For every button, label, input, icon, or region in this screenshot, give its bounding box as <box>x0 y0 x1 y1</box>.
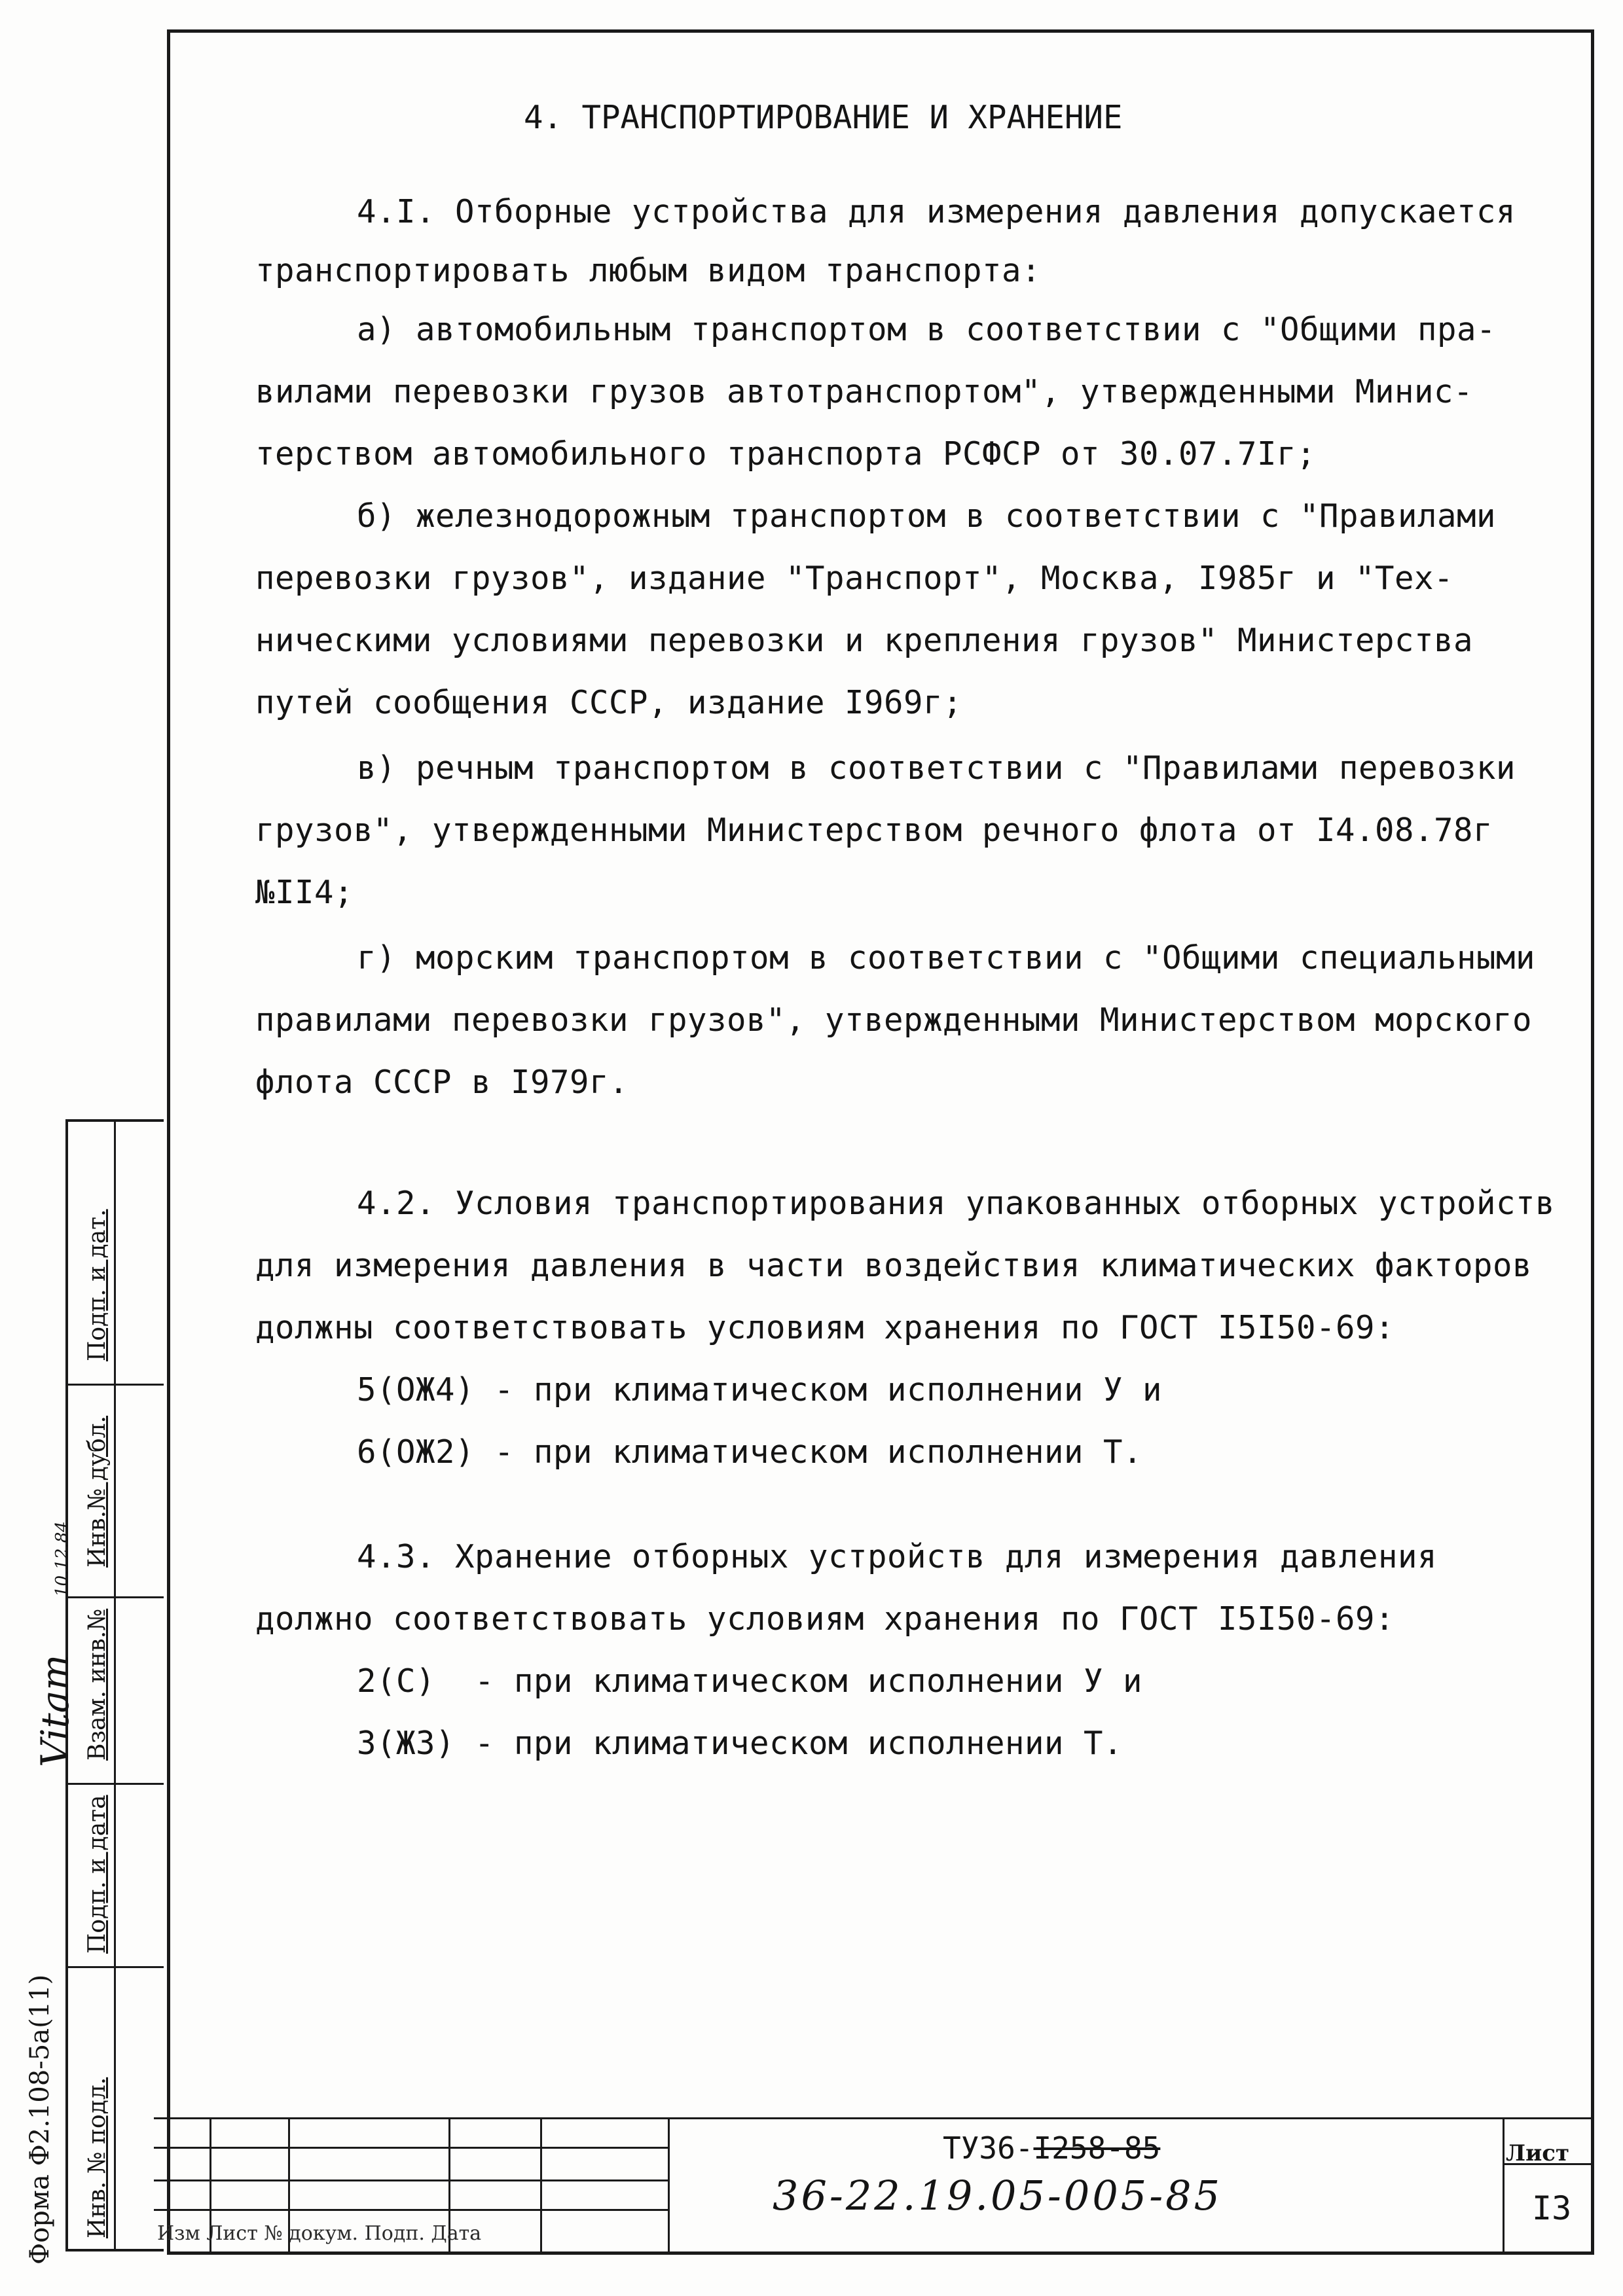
paragraph-line: должно соответствовать условиям хранения по ГОСТ I5I50-69: <box>255 1600 1395 1638</box>
paragraph-line: правилами перевозки грузов", утвержденными Министерством морского <box>255 1001 1533 1039</box>
paragraph-line: перевозки грузов", издание "Транспорт", Москва, I985г и "Тех- <box>255 560 1454 597</box>
paragraph-line: для измерения давления в части воздействия климатических факторов <box>255 1247 1533 1284</box>
paragraph-line: путей сообщения СССР, издание I969г; <box>255 684 963 721</box>
title-block-captions: Изм Лист № докум. Подп. Дата <box>157 2222 482 2245</box>
paragraph-line: а) автомобильным транспортом в соответствии с "Общими пра- <box>357 311 1497 348</box>
paragraph-line: №II4; <box>255 874 354 911</box>
paragraph-line: 4.2. Условия транспортирования упакованных отборных устройств <box>357 1185 1556 1222</box>
paragraph-line: б) железнодорожным транспортом в соответствии с "Правилами <box>357 497 1497 535</box>
handwritten-document-code: 36-22.19.05-005-85 <box>773 2172 1223 2219</box>
stamp-divider <box>68 1966 164 1968</box>
stamp-label-podp-dat: Подп. и дат. <box>84 1209 111 1361</box>
paragraph-line: 4.3. Хранение отборных устройств для измерения давления <box>357 1538 1438 1575</box>
paragraph-line: ническими условиями перевозки и крепления грузов" Министерства <box>255 622 1474 659</box>
paragraph-line: 5(ОЖ4) - при климатическом исполнении У и <box>357 1371 1163 1408</box>
paragraph-line: 3(Ж3) - при климатическом исполнении Т. <box>357 1725 1123 1762</box>
margin-stamp-table <box>65 1119 164 2251</box>
stamp-label-vzam-inv: Взам. инв.№ <box>84 1608 111 1761</box>
sheet-label: Лист <box>1506 2140 1570 2166</box>
document-code-prefix: ТУ36- <box>943 2130 1034 2166</box>
title-block-line <box>1503 2117 1504 2255</box>
paragraph-line: грузов", утвержденными Министерством речного флота от I4.08.78г <box>255 812 1493 849</box>
title-block-line <box>154 2117 1594 2119</box>
paragraph-line: в) речным транспортом в соответствии с "Правилами перевозки <box>357 749 1516 787</box>
paragraph-line: флота СССР в I979г. <box>255 1064 629 1101</box>
handwritten-signature: Vitam <box>33 1654 77 1767</box>
stamp-label-inv-dubl: Инв.№ дубл. <box>84 1416 111 1568</box>
stamp-divider <box>114 1122 116 2249</box>
stamp-label-inv-podl: Инв. № подл. <box>84 2077 111 2238</box>
title-block-line <box>668 2117 670 2255</box>
document-code-struck: I258-85 <box>1033 2130 1161 2166</box>
paragraph-line: 6(ОЖ2) - при климатическом исполнении Т. <box>357 1433 1143 1471</box>
paragraph-line: должны соответствовать условиям хранения по ГОСТ I5I50-69: <box>255 1309 1395 1346</box>
paragraph-line: транспортировать любым видом транспорта: <box>255 252 1042 289</box>
title-block-line <box>154 2147 668 2149</box>
stamp-divider <box>68 1783 164 1785</box>
title-block-line <box>540 2117 542 2255</box>
form-number: Форма Ф2.108-5а(11) <box>25 1974 55 2265</box>
title-block-line <box>154 2179 668 2181</box>
paragraph-line: терством автомобильного транспорта РСФСР от 30.07.7Iг; <box>255 435 1317 473</box>
stamp-label-podp-data: Подп. и дата <box>84 1795 111 1954</box>
signature-date: 10.12.84 <box>52 1521 72 1597</box>
section-heading: 4. ТРАНСПОРТИРОВАНИЕ И ХРАНЕНИЕ <box>524 99 1123 136</box>
paragraph-line: г) морским транспортом в соответствии с "Общими специальными <box>357 939 1536 977</box>
title-block-line <box>154 2209 668 2211</box>
document-code <box>943 2130 1160 2166</box>
paragraph-line: 4.I. Отборные устройства для измерения давления допускается <box>357 193 1516 230</box>
sheet-number: I3 <box>1532 2189 1572 2227</box>
stamp-divider <box>68 1384 164 1386</box>
paragraph-line: вилами перевозки грузов автотранспортом", утвержденными Минис- <box>255 373 1474 410</box>
paragraph-line: 2(С) - при климатическом исполнении У и <box>357 1662 1143 1700</box>
stamp-divider <box>68 1596 164 1598</box>
